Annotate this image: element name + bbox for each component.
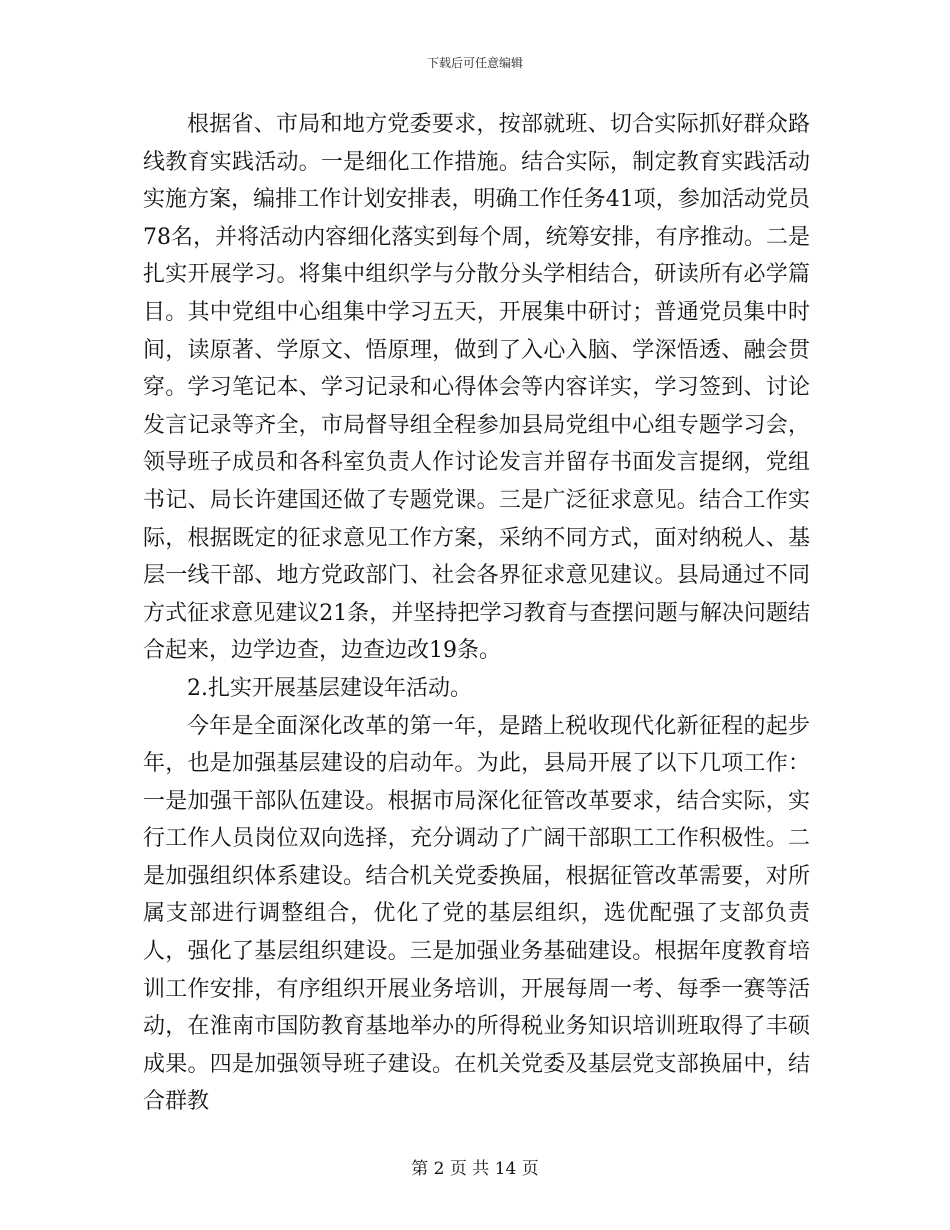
section-heading: 2.扎实开展基层建设年活动。 bbox=[187, 675, 472, 701]
page-number-label: 第 2 页 共 14 页 bbox=[411, 1159, 539, 1179]
body-paragraph-2: 今年是全面深化改革的第一年，是踏上税收现代化新征程的起步年，也是加强基层建设的启动年。为此，县局开展了以下几项工作：一是加强干部队伍建设。根据市局深化征管改革要求，结合实际，实行工作人员岗位双向选择，充分调动了广阔干部职工工作积极性。二是加强组织体系建设。结合机关党委换届，根据征管改革需要，对所属支部进行调整组合，优化了党的基层组织，选优配强了支部负责人，强化了基层组织建设。三是加强业务基础建设。根据年度教育培训工作安排，有序组织开展业务培训，开展每周一考、每季一赛等活动，在淮南市国防教育基地举办的所得税业务知识培训班取得了丰硕成果。四是加强领导班子建设。在机关党委及基层党支部换届中，结合群教 bbox=[143, 713, 810, 1115]
document-body bbox=[143, 106, 810, 1121]
page-footer bbox=[0, 1154, 950, 1179]
body-paragraph-1: 根据省、市局和地方党委要求，按部就班、切合实际抓好群众路线教育实践活动。一是细化工作措施。结合实际，制定教育实践活动实施方案，编排工作计划安排表，明确工作任务41项，参加活动党员78名，并将活动内容细化落实到每个周，统筹安排，有序推动。二是扎实开展学习。将集中组织学与分散分头学相结合，研读所有必学篇目。其中党组中心组集中学习五天，开展集中研讨；普通党员集中时间，读原著、学原文、悟原理，做到了入心入脑、学深悟透、融会贯穿。学习笔记本、学习记录和心得体会等内容详实，学习签到、讨论发言记录等齐全，市局督导组全程参加县局党组中心组专题学习会，领导班子成员和各科室负责人作讨论发言并留存书面发言提纲，党组书记、局长许建国还做了专题党课。三是广泛征求意见。结合工作实际，根据既定的征求意见工作方案，采纳不同方式，面对纳税人、基层一线干部、地方党政部门、社会各界征求意见建议。县局通过不同方式征求意见建议21条，并坚持把学习教育与查摆问题与解决问题结合起来，边学边查，边查边改19条。 bbox=[143, 112, 810, 664]
page-header-note: 下载后可任意编辑 bbox=[426, 56, 523, 70]
